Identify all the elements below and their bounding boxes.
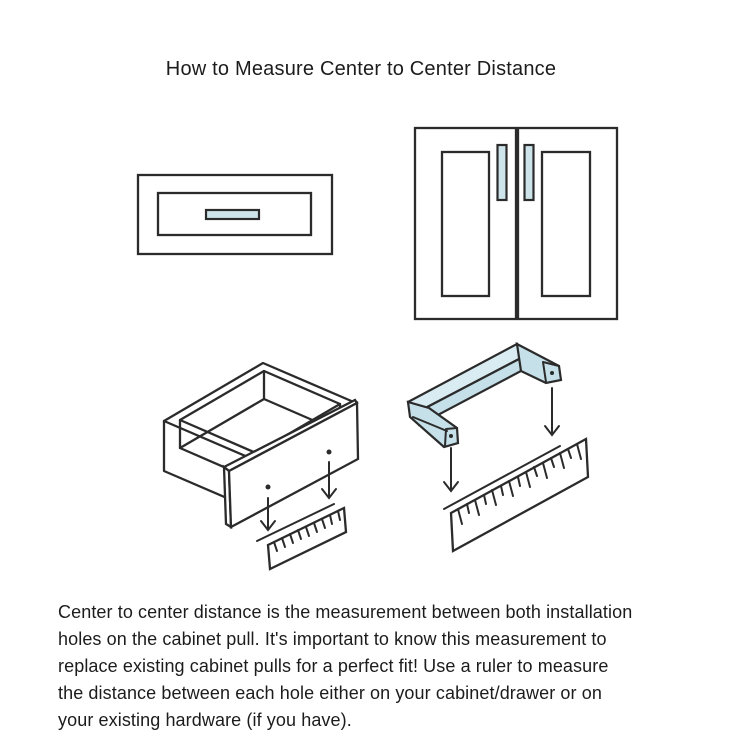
pull-ruler-figure	[408, 344, 588, 551]
description-text	[58, 599, 632, 734]
drill-hole-right	[327, 450, 332, 455]
drawer-pull	[206, 210, 259, 219]
iso-drawer-figure	[164, 363, 358, 569]
door-panel-left	[442, 152, 489, 296]
description-line: Center to center distance is the measurement between both installation	[58, 602, 633, 622]
drawer-panel-face	[229, 403, 358, 527]
door-pull-right	[525, 145, 534, 200]
pull-hole-right	[550, 371, 554, 375]
pull-arrow-right	[545, 388, 559, 435]
drill-hole-left	[266, 485, 271, 490]
page-title: How to Measure Center to Center Distance	[165, 58, 557, 80]
description-line: replace existing cabinet pulls for a perfect fit! Use a ruler to measure	[58, 656, 609, 676]
pull-arrow-left	[444, 448, 458, 491]
pull-hole-left	[449, 434, 453, 438]
description-line: your existing hardware (if you have).	[58, 710, 352, 730]
cabinet-doors-figure	[415, 128, 617, 319]
pull-handle-right-post	[517, 344, 561, 383]
door-panel-right	[542, 152, 590, 296]
drawer-front-figure	[138, 175, 332, 254]
description-line: the distance between each hole either on your cabinet/drawer or on	[58, 683, 602, 703]
description-line: holes on the cabinet pull. It's important to know this measurement to	[58, 629, 607, 649]
door-pull-left	[498, 145, 507, 200]
